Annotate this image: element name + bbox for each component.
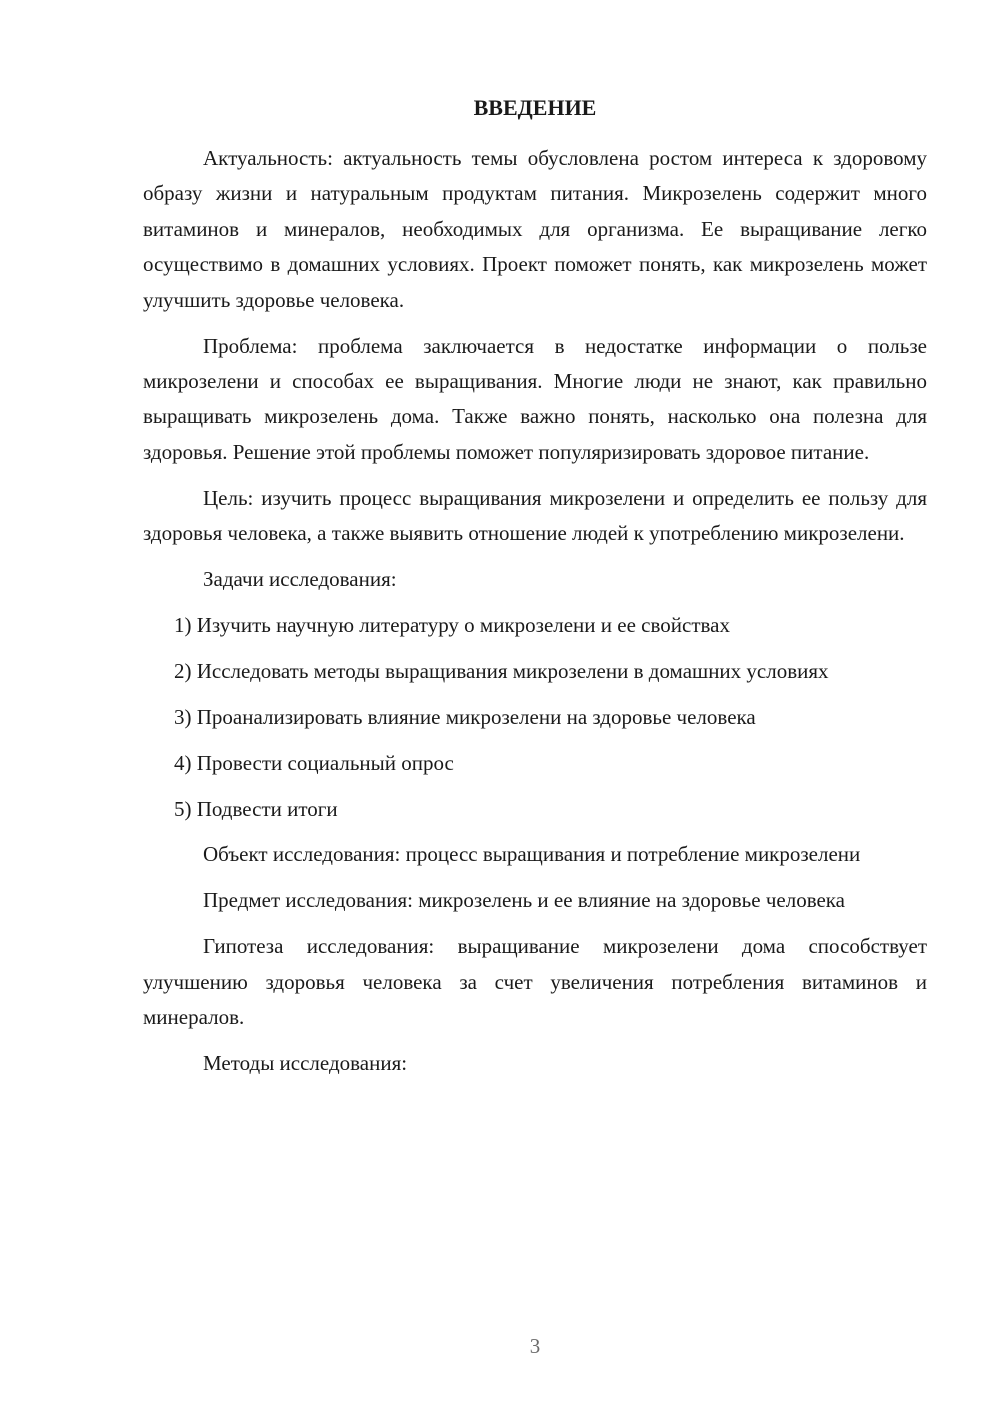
page-number: 3 bbox=[529, 1334, 541, 1358]
task-item: 1) Изучить научную литературу о микрозелени и ее свойствах bbox=[174, 612, 730, 637]
task-item: 3) Проанализировать влияние микрозелени на здоровье человека bbox=[174, 704, 756, 729]
paragraph-subject: Предмет исследования: микрозелень и ее влияние на здоровье человека bbox=[203, 888, 846, 913]
paragraph-goal: Цель: изучить процесс выращивания микрозелени и определить ее пользу для здоровья человека, а также выявить отношение людей к употреблению микрозелени. bbox=[143, 485, 927, 546]
body-text bbox=[143, 141, 927, 1081]
task-item: 4) Провести социальный опрос bbox=[174, 750, 454, 775]
paragraph-relevance: Актуальность: актуальность темы обусловлена ростом интереса к здоровому образу жизни и натуральным продуктам питания. Микрозелень содержит много витаминов и минералов, необходимых для организма. Ее выращивание легко осуществимо в домашних условиях. Проект поможет понять, как микрозелень может улучшить здоровье человека. bbox=[143, 146, 927, 312]
tasks-heading: Задачи исследования: bbox=[203, 566, 397, 591]
task-item: 5) Подвести итоги bbox=[174, 796, 338, 821]
methods-heading: Методы исследования: bbox=[203, 1050, 408, 1075]
paragraph-problem: Проблема: проблема заключается в недостатке информации о пользе микрозелени и способах ее выращивания. Многие люди не знают, как правильно выращивать микрозелень дома. Также важно понять, насколько она полезна для здоровья. Решение этой проблемы поможет популяризировать здоровое питание. bbox=[143, 333, 927, 464]
page-title: ВВЕДЕНИЕ bbox=[473, 95, 597, 120]
paragraph-object: Объект исследования: процесс выращивания и потребление микрозелени bbox=[203, 842, 861, 867]
paragraph-hypothesis: Гипотеза исследования: выращивание микрозелени дома способствует улучшению здоровья человека за счет увеличения потребления витаминов и минералов. bbox=[143, 934, 927, 1030]
task-item: 2) Исследовать методы выращивания микрозелени в домашних условиях bbox=[174, 658, 829, 683]
